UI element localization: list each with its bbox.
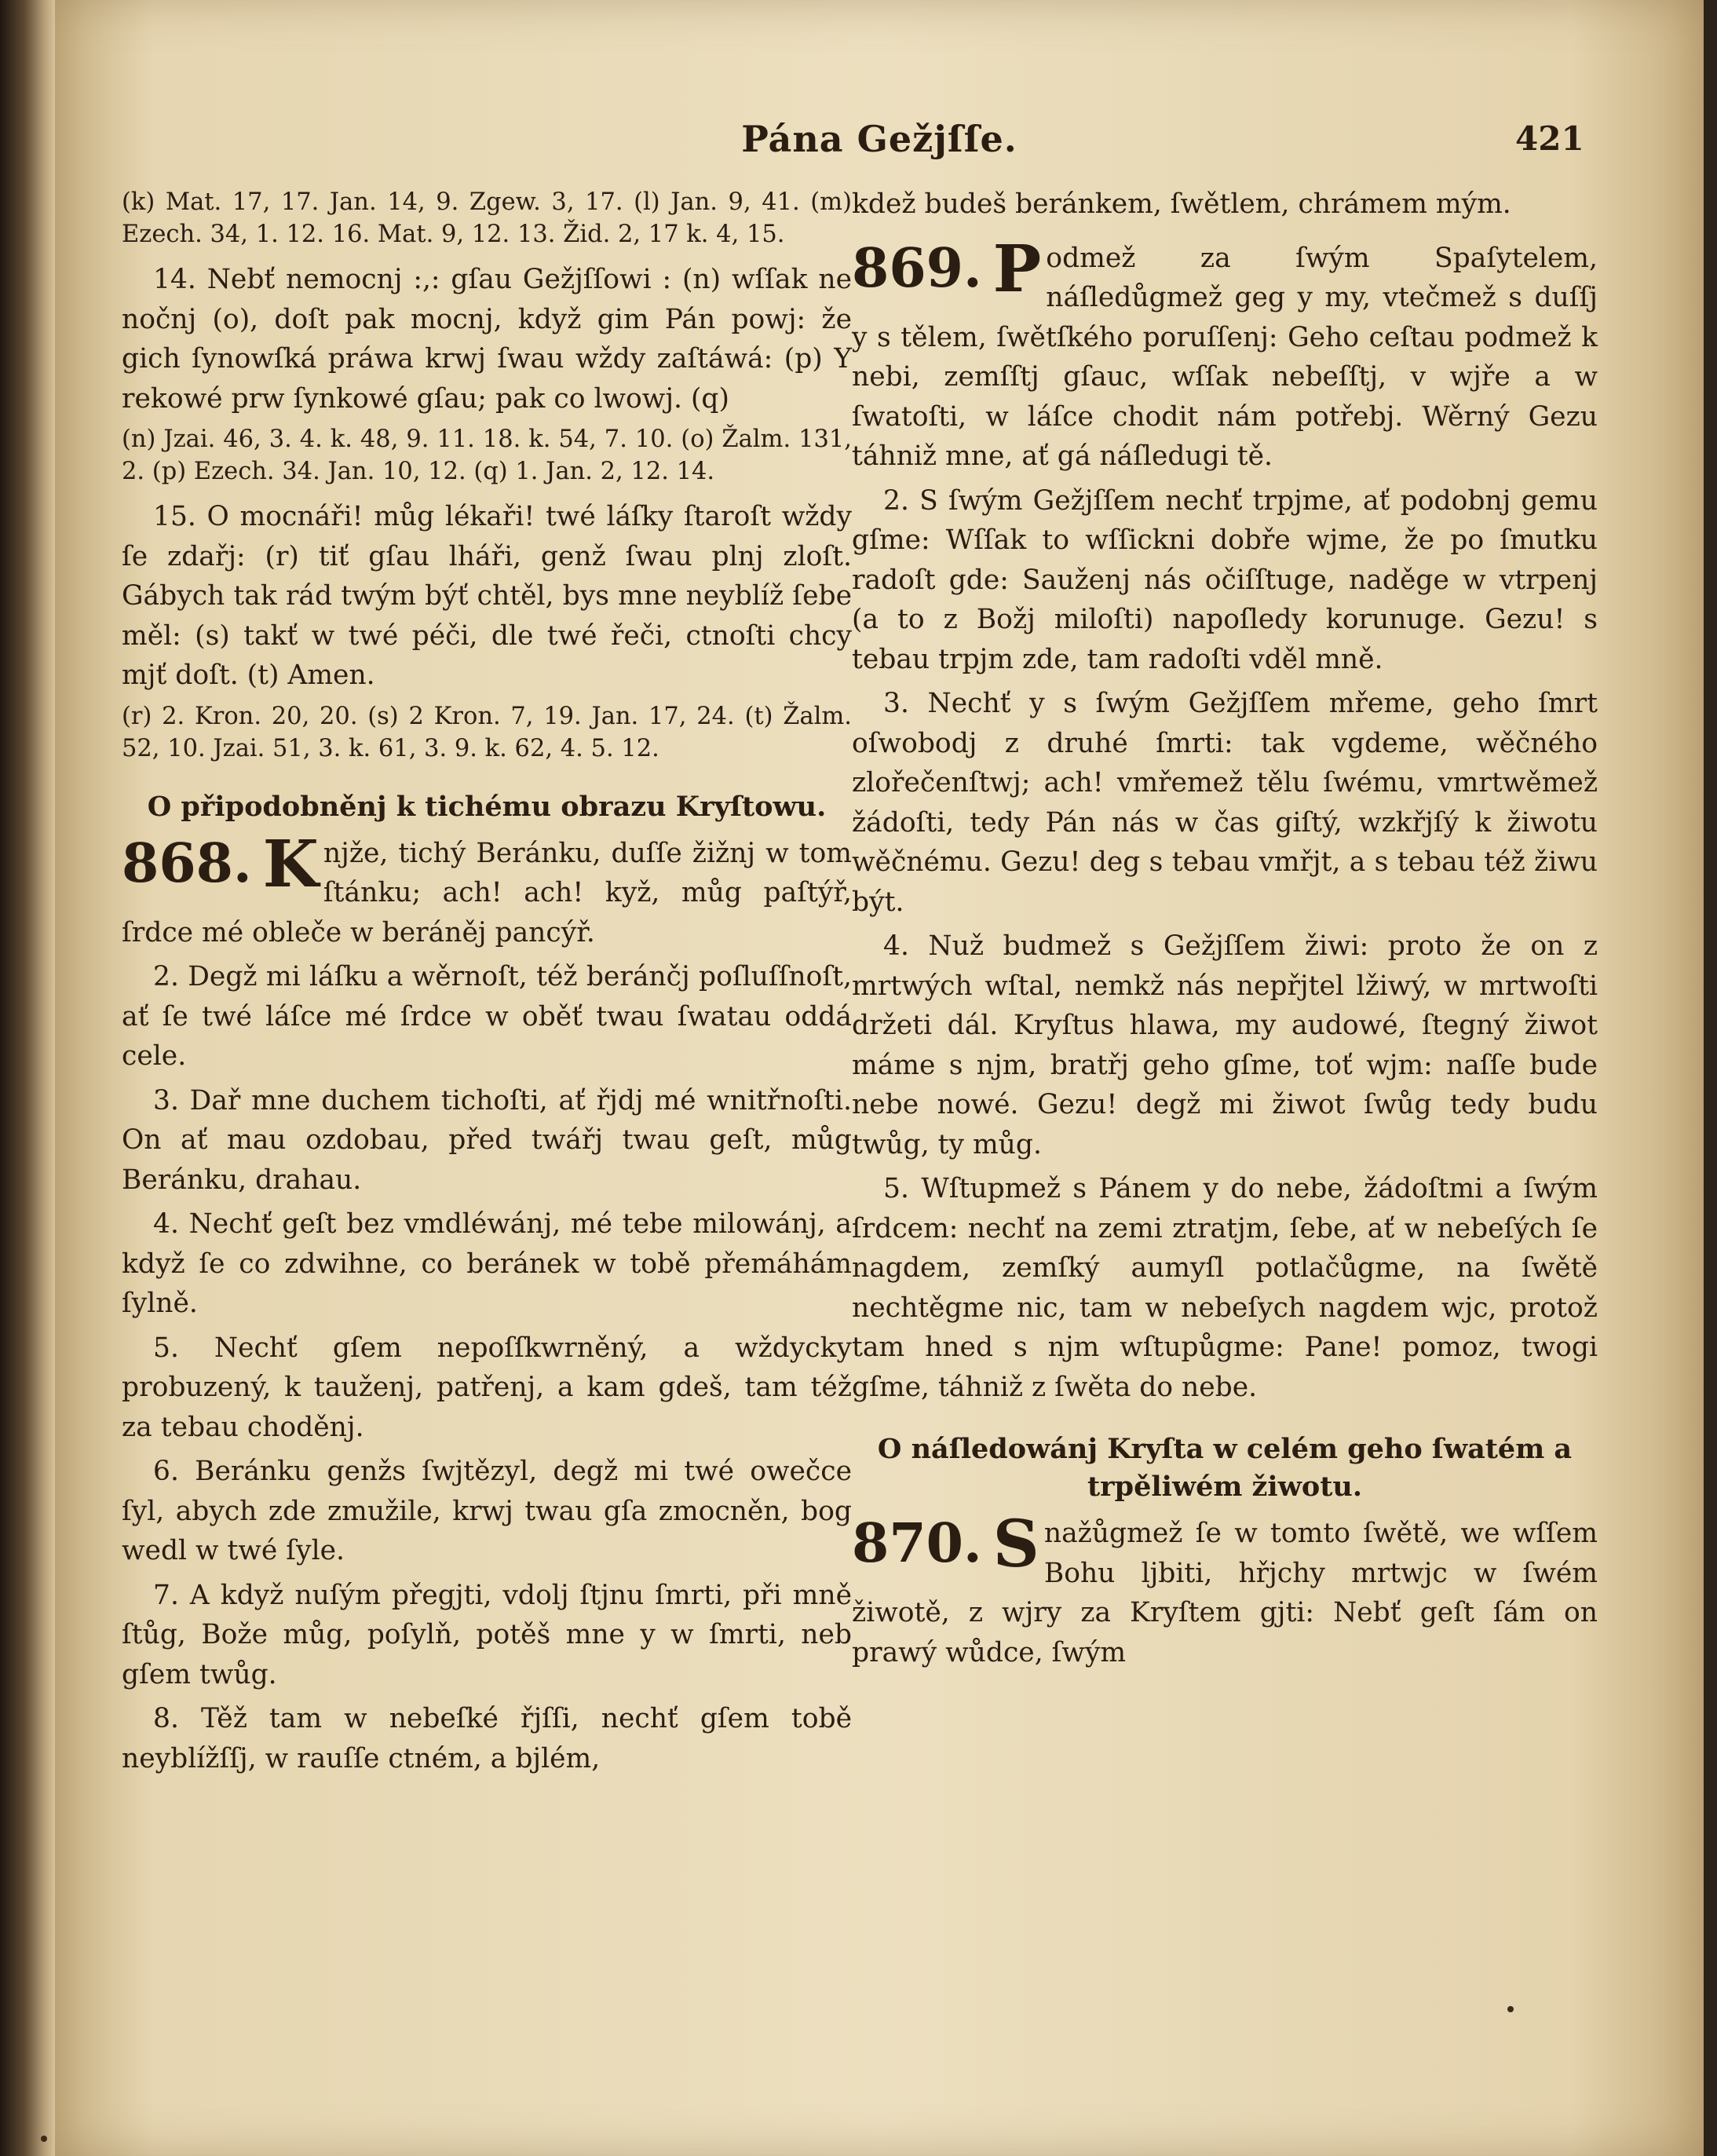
verse-3: 3. Nechť y s ſwým Gežjſſem mřeme, geho ſmrt oſwobodj z druhé ſmrti: tak vgdeme, wěčného zlořečenſtwj; ach! vmřemež tělu ſwému, vmrtwěmež žádoſti, tedy Pán nás w čas giſtý, wzkřjſý k žiwotu wěčnému. Gezu! deg s tebau vmřjt, a s tebau též žiwu být.: [852, 688, 1598, 918]
footnotes-block: (k) Mat. 17, 17. Jan. 14, 9. Zgew. 3, 17. (l) Jan. 9, 41. (m) Ezech. 34, 1. 12. 16. Mat. 9, 12. 13. Žid. 2, 17 k. 4, 15.: [122, 188, 852, 248]
running-head: Pána Gežjſſe.: [741, 118, 1017, 160]
book-page: [55, 0, 1704, 2156]
verse-5: 5. Nechť gſem nepoſſkwrněný, a wždycky probuzený, k tauženj, patřenj, a kam gdeš, tam též za tebau choděnj.: [122, 1332, 852, 1443]
page-number: 421: [1515, 119, 1584, 158]
hymn-number: 868.: [122, 831, 252, 895]
verse-1: odmež za ſwým Spaſytelem, náſledůgmež geg y my, vtečmež s duſſj y s tělem, ſwětſkého poruſſenj: Geho ceſtau podmež k nebi, zemſſtj gſauc, wſſak nebeſſtj, v wjře a w ſwatoſti, w láſce chodit nám potřebj. Wěrný Gezu táhniž mne, ať gá náſledugi tě.: [852, 242, 1598, 472]
drop-cap: P: [992, 231, 1042, 307]
ink-speck: [1507, 2006, 1514, 2012]
verse-2: 2. S ſwým Gežjſſem nechť trpjme, ať podobnj gemu gſme: Wſſak to wſſickni dobře wjme, že po ſmutku radoſt gde: Sauženj nás očiſſtuge, naděge w vtrpenj (a to z Božj miloſti) napoſledy korunuge. Gezu! s tebau trpjm zde, tam radoſti vděl mně.: [852, 484, 1598, 675]
footnotes-block: (r) 2. Kron. 20, 20. (s) 2 Kron. 7, 19. Jan. 17, 24. (t) Žalm. 52, 10. Jzai. 51, 3. k. 61, 3. 9. k. 62, 4. 5. 12.: [122, 702, 852, 762]
hymn-number: 869.: [852, 236, 982, 300]
verse-4: 4. Nuž budmež s Gežjſſem žiwi: proto že on z mrtwých wſtal, nemkž nás nepřjtel lžiwý, w mrtwoſti držeti dál. Kryſtus hlawa, my audowé, ſtegný žiwot máme s njm, bratřj geho gſme, toť wjm: naſſe bude nebe nowé. Gezu! degž mi žiwot ſwůg tedy budu twůg, ty můg.: [852, 930, 1598, 1160]
verse-4: 4. Nechť geſt bez vmdléwánj, mé tebe milowánj, a když ſe co zdwihne, co beránek w tobě přemáhám ſylně.: [122, 1208, 852, 1319]
left-column: [122, 185, 852, 1783]
right-column: [852, 185, 1598, 1677]
verse-7: 7. A když nuſým přegjti, vdolj ſtjnu ſmrti, při mně ſtůg, Bože můg, poſylň, potěš mne y w ſmrti, neb gſem twůg.: [122, 1579, 852, 1690]
verse-14: 14. Nebť nemocnj :,: gſau Gežjſſowi : (n) wſſak ne nočnj (o), doſt pak mocnj, když gim Pán powj: že gich ſynowſká práwa krwj ſwau wždy zaſtáwá: (p) Y rekowé prw ſynkowé gſau; pak co lwowj. (q): [122, 264, 852, 415]
book-binding-gutter: [0, 0, 55, 2156]
drop-cap: S: [992, 1507, 1039, 1582]
hymn-heading-868: O připodobněnj k tichému obrazu Kryſtowu.: [147, 790, 827, 823]
verse-1: nažůgmež ſe w tomto ſwětě, we wſſem Bohu ljbiti, hřjchy mrtwjc w ſwém žiwotě, z wjry za Kryſtem gjti: Nebť geſt ſám on prawý wůdce, ſwým: [852, 1518, 1598, 1668]
verse-2: 2. Degž mi láſku a wěrnoſt, též beránčj poſluſſnoſt, ať ſe twé láſce mé ſrdce w oběť twau ſwatau oddá cele.: [122, 961, 852, 1072]
verse-5: 5. Wſtupmež s Pánem y do nebe, žádoſtmi a ſwým ſrdcem: nechť na zemi ztratjm, ſebe, ať w nebeſých ſe nagdem, zemſký aumyſl potlačůgme, na ſwětě nechtěgme nic, tam w nebeſych nagdem wjc, protož tam hned s njm wſtupůgme: Pane! pomoz, twogi gſme, táhniž z ſwěta do nebe.: [852, 1173, 1598, 1403]
verse-8-continued: kdež budeš beránkem, ſwětlem, chrámem mým.: [852, 188, 1511, 220]
hymn-868: [122, 826, 852, 1779]
ink-speck: [41, 2136, 47, 2142]
verse-1: njže, tichý Beránku, duſſe žižnj w tom ſtánku; ach! ach! kyž, můg paſtýř, ſrdce mé obleče w beráněj pancýř.: [122, 837, 852, 948]
footnotes-block: (n) Jzai. 46, 3. 4. k. 48, 9. 11. 18. k. 54, 7. 10. (o) Žalm. 131, 2. (p) Ezech. 34. Jan. 10, 12. (q) 1. Jan. 2, 12. 14.: [122, 426, 852, 485]
verse-15: 15. O mocnáři! můg lékaři! twé láſky ſtaroſt wždy ſe zdařj: (r) tiť gſau lháři, genž ſwau plnj zloſt. Gábych tak rád twým býť chtěl, bys mne neyblíž ſebe měl: (s) takť w twé péči, dle twé řeči, ctnoſti chcy mjť doſt. (t) Amen.: [122, 501, 852, 691]
hymn-number: 870.: [852, 1512, 982, 1575]
hymn-870: [852, 1507, 1598, 1672]
hymn-869: [852, 231, 1598, 1408]
drop-cap: K: [262, 826, 319, 902]
verse-6: 6. Beránku genžs ſwjtězyl, degž mi twé owečce ſyl, abych zde zmužile, krwj twau gſa zmocněn, bog wedl w twé ſyle.: [122, 1456, 852, 1566]
hymn-heading-870: O náſledowánj Kryſta w celém geho ſwatém a trpěliwém žiwotu.: [877, 1433, 1573, 1503]
verse-8: 8. Těž tam w nebeſké řjſſi, nechť gſem tobě neyblížſſj, w rauſſe ctném, a bjlém,: [122, 1703, 852, 1774]
verse-3: 3. Dař mne duchem tichoſti, ať řjdj mé wnitřnoſti. On ať mau ozdobau, před twářj twau geſt, můg Beránku, drahau.: [122, 1084, 852, 1196]
page-edge-shadow: [1704, 0, 1717, 2156]
